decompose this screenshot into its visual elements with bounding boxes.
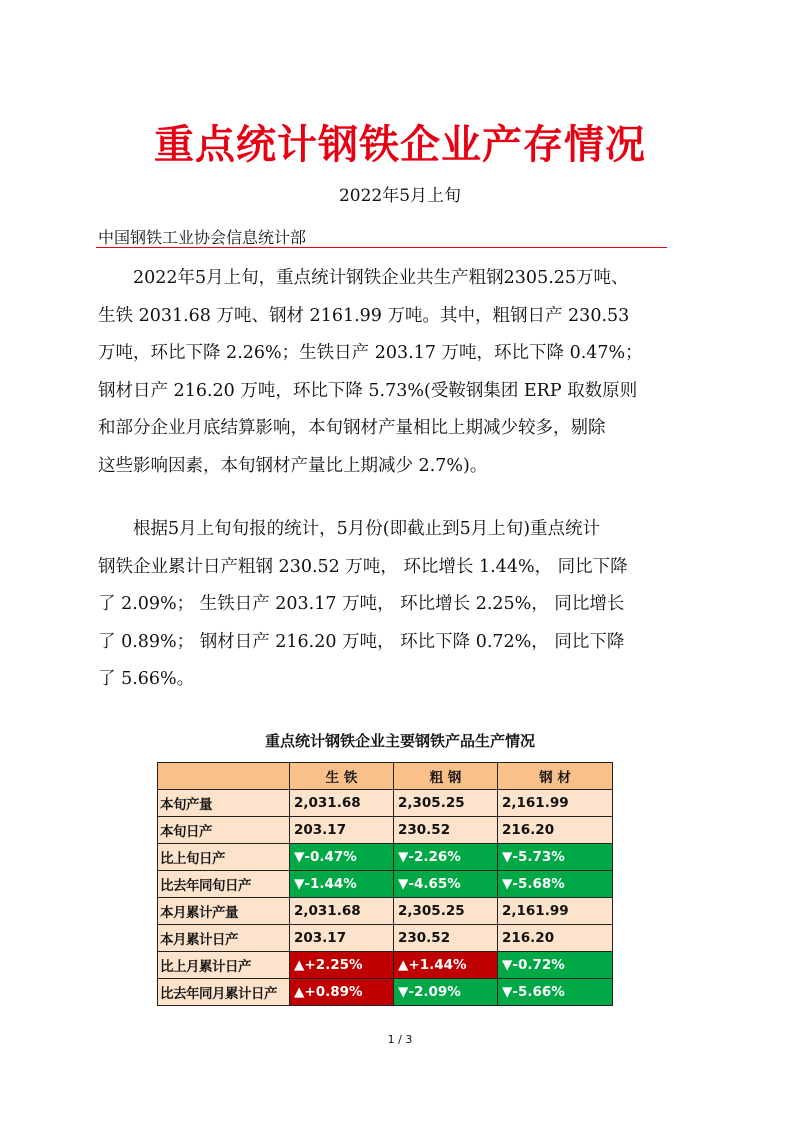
header-cell bbox=[158, 763, 290, 790]
paragraph-line: 生铁 2031.68 万吨、钢材 2161.99 万吨。其中，粗钢日产 230.53 bbox=[98, 305, 630, 326]
paragraph-monthly bbox=[98, 511, 681, 699]
table-cell: 216.20 bbox=[498, 817, 613, 844]
page-number: 1 / 3 bbox=[387, 1033, 413, 1046]
paragraph-line: 这些影响因素，本旬钢材产量比上期减少 2.7%)。 bbox=[98, 455, 488, 476]
table-row bbox=[158, 790, 613, 817]
table-cell: 203.17 bbox=[290, 925, 394, 952]
table-cell: ▼-0.72% bbox=[498, 952, 613, 979]
header-cell: 钢 材 bbox=[498, 763, 613, 790]
row-label: 本月累计产量 bbox=[158, 898, 290, 925]
table-cell: ▼-4.65% bbox=[394, 871, 498, 898]
paragraph-line: 了 5.66%。 bbox=[98, 669, 195, 689]
table-cell: ▼-5.73% bbox=[498, 844, 613, 871]
table-row bbox=[158, 979, 613, 1006]
header-divider bbox=[96, 247, 667, 248]
table-cell: ▼-1.44% bbox=[290, 871, 394, 898]
paragraph-line: 钢铁企业累计日产粗钢 230.52 万吨， 环比增长 1.44%， 同比下降 bbox=[98, 556, 628, 577]
paragraph-line: 根据5月上旬旬报的统计，5月份(即截止到5月上旬)重点统计 bbox=[133, 519, 601, 539]
row-label: 比上月累计日产 bbox=[158, 952, 290, 979]
table-cell: 2,031.68 bbox=[290, 898, 394, 925]
table-caption: 重点统计钢铁企业主要钢铁产品生产情况 bbox=[264, 732, 535, 750]
row-label: 本旬日产 bbox=[158, 817, 290, 844]
table-row bbox=[158, 844, 613, 871]
table-cell: ▼-5.66% bbox=[498, 979, 613, 1006]
paragraph-line: 万吨，环比下降 2.26%；生铁日产 203.17 万吨，环比下降 0.47%； bbox=[98, 343, 643, 363]
table-cell: ▲+0.89% bbox=[290, 979, 394, 1006]
document-title: 重点统计钢铁企业产存情况 bbox=[154, 121, 646, 168]
table-header-row bbox=[158, 763, 613, 790]
table-row bbox=[158, 952, 613, 979]
header-cell: 生 铁 bbox=[290, 763, 394, 790]
table-cell: 2,305.25 bbox=[394, 790, 498, 817]
table-row bbox=[158, 871, 613, 898]
table-cell: ▲+2.25% bbox=[290, 952, 394, 979]
table-cell: 2,031.68 bbox=[290, 790, 394, 817]
row-label: 比去年同月累计日产 bbox=[158, 979, 290, 1006]
paragraph-line: 了 2.09%； 生铁日产 203.17 万吨， 环比增长 2.25%， 同比增长 bbox=[98, 594, 625, 614]
table-cell: ▼-2.26% bbox=[394, 844, 498, 871]
header-cell: 粗 钢 bbox=[394, 763, 498, 790]
table-row bbox=[158, 925, 613, 952]
table-cell: 203.17 bbox=[290, 817, 394, 844]
table-cell: 216.20 bbox=[498, 925, 613, 952]
table-cell: ▼-2.09% bbox=[394, 979, 498, 1006]
table-cell: ▼-0.47% bbox=[290, 844, 394, 871]
table-cell: ▼-5.68% bbox=[498, 871, 613, 898]
table-cell: 2,161.99 bbox=[498, 790, 613, 817]
production-table bbox=[157, 762, 613, 1006]
table-row bbox=[158, 898, 613, 925]
paragraph-line: 了 0.89%； 钢材日产 216.20 万吨， 环比下降 0.72%， 同比下降 bbox=[98, 631, 625, 652]
document-date: 2022年5月上旬 bbox=[338, 186, 462, 206]
paragraph-line: 2022年5月上旬，重点统计钢铁企业共生产粗钢2305.25万吨、 bbox=[133, 268, 629, 288]
row-label: 比上旬日产 bbox=[158, 844, 290, 871]
table-cell: ▲+1.44% bbox=[394, 952, 498, 979]
row-label: 本旬产量 bbox=[158, 790, 290, 817]
table-cell: 230.52 bbox=[394, 817, 498, 844]
row-label: 比去年同旬日产 bbox=[158, 871, 290, 898]
table-cell: 230.52 bbox=[394, 925, 498, 952]
department-name: 中国钢铁工业协会信息统计部 bbox=[98, 228, 307, 247]
row-label: 本月累计日产 bbox=[158, 925, 290, 952]
paragraph-summary bbox=[98, 260, 681, 485]
paragraph-line: 和部分企业月底结算影响，本旬钢材产量相比上期减少较多，剔除 bbox=[98, 418, 606, 438]
table-cell: 2,161.99 bbox=[498, 898, 613, 925]
table-cell: 2,305.25 bbox=[394, 898, 498, 925]
table-row bbox=[158, 817, 613, 844]
paragraph-line: 钢材日产 216.20 万吨，环比下降 5.73%(受鞍钢集团 ERP 取数原则 bbox=[98, 380, 638, 401]
